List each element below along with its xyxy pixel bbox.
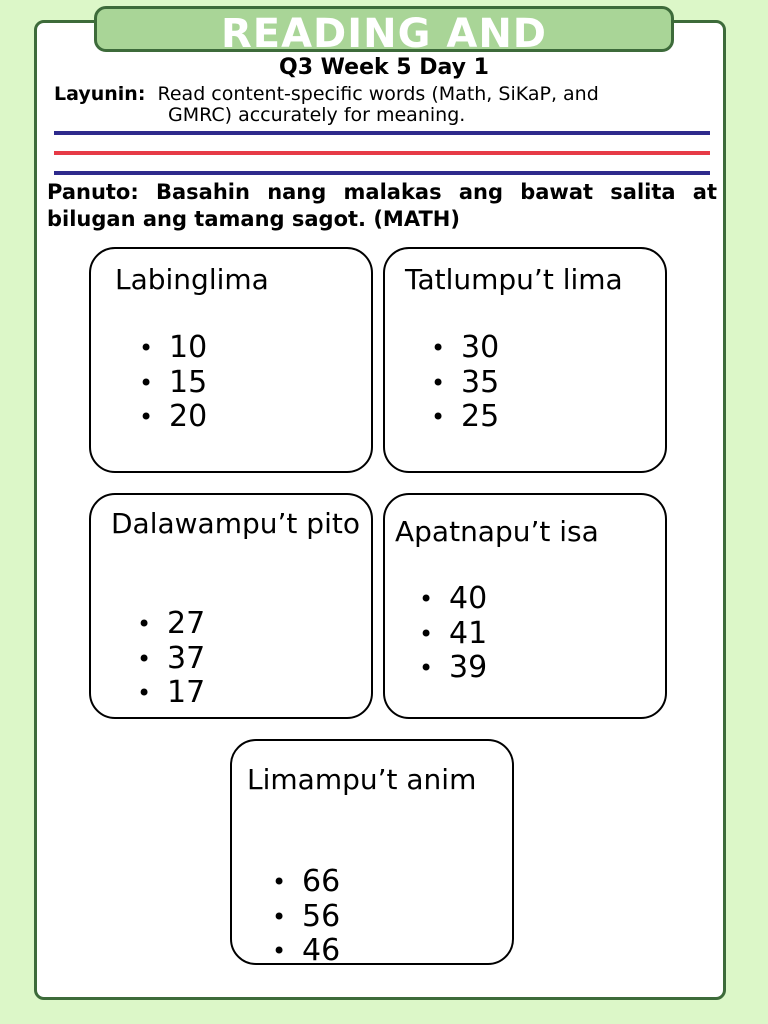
answer-card-apatnapu-t-isa <box>383 493 667 719</box>
choice-option[interactable] <box>431 400 499 435</box>
choice-option[interactable] <box>272 900 340 935</box>
choice-option[interactable] <box>419 651 487 686</box>
choice-option[interactable] <box>431 366 499 401</box>
choice-label: 10 <box>169 330 208 365</box>
choice-list <box>139 331 207 435</box>
choice-option[interactable] <box>272 865 340 900</box>
card-word: Tatlumpu’t lima <box>405 263 623 296</box>
choice-list <box>431 331 499 435</box>
bullet-icon: • <box>137 679 152 707</box>
choice-label: 15 <box>169 364 208 400</box>
choice-option[interactable] <box>419 582 487 617</box>
card-word: Apatnapu’t isa <box>395 515 599 548</box>
answer-card-limampu-t-anim <box>230 739 514 968</box>
choice-label: 41 <box>449 615 488 651</box>
bullet-icon: • <box>431 334 446 362</box>
choice-option[interactable] <box>137 676 205 711</box>
choice-label: 25 <box>461 399 500 434</box>
instruction-text: Panuto: Basahin nang malakas ang bawat salita at bilugan ang tamang sagot. (MATH) <box>47 180 717 231</box>
bullet-icon: • <box>272 902 287 931</box>
bullet-icon: • <box>431 368 446 397</box>
bullet-icon: • <box>137 610 152 638</box>
title-banner <box>94 6 674 52</box>
card-word: Labinglima <box>115 263 269 296</box>
choice-list <box>272 865 340 969</box>
bullet-icon: • <box>272 937 287 965</box>
card-word: Dalawampu’t pito <box>111 507 360 540</box>
choice-label: 27 <box>167 606 206 641</box>
bullet-icon: • <box>137 644 152 673</box>
choice-list <box>137 607 205 711</box>
choice-option[interactable] <box>419 617 487 652</box>
choice-list <box>419 582 487 686</box>
card-word: Limampu’t anim <box>247 763 477 796</box>
divider-blue-top <box>54 131 710 135</box>
choice-label: 40 <box>449 581 488 616</box>
lesson-subtitle: Q3 Week 5 Day 1 <box>279 55 489 80</box>
choice-label: 37 <box>167 640 206 676</box>
divider-blue-bottom <box>54 171 710 175</box>
answer-card-tatlumpu-t-lima <box>383 247 667 473</box>
choice-option[interactable] <box>431 331 499 366</box>
bullet-icon: • <box>431 403 446 431</box>
objective-line-1 <box>54 84 714 105</box>
choice-option[interactable] <box>139 331 207 366</box>
bullet-icon: • <box>139 368 154 397</box>
page-title: READING AND <box>220 11 548 52</box>
divider-red <box>54 151 710 155</box>
choice-label: 46 <box>302 933 341 968</box>
choice-option[interactable] <box>137 642 205 677</box>
objective-text-1: Read content-specific words (Math, SiKaP, and <box>157 83 599 105</box>
choice-option[interactable] <box>137 607 205 642</box>
answer-card-dalawampu-t-pito <box>89 493 373 719</box>
choice-label: 35 <box>461 364 500 400</box>
bullet-icon: • <box>139 403 154 431</box>
choice-label: 56 <box>302 898 341 934</box>
bullet-icon: • <box>272 868 287 896</box>
bullet-icon: • <box>419 619 434 648</box>
choice-label: 66 <box>302 864 341 899</box>
objective <box>54 84 714 126</box>
bullet-icon: • <box>419 654 434 682</box>
choice-option[interactable] <box>272 934 340 969</box>
choice-option[interactable] <box>139 366 207 401</box>
bullet-icon: • <box>139 334 154 362</box>
bullet-icon: • <box>419 585 434 613</box>
objective-text-2: GMRC) accurately for meaning. <box>168 104 466 126</box>
objective-label: Layunin: <box>54 83 146 105</box>
choice-option[interactable] <box>139 400 207 435</box>
choice-label: 39 <box>449 650 488 685</box>
choice-label: 20 <box>169 399 208 434</box>
choice-label: 17 <box>167 675 206 710</box>
choice-label: 30 <box>461 330 500 365</box>
answer-card-labinglima <box>89 247 373 473</box>
